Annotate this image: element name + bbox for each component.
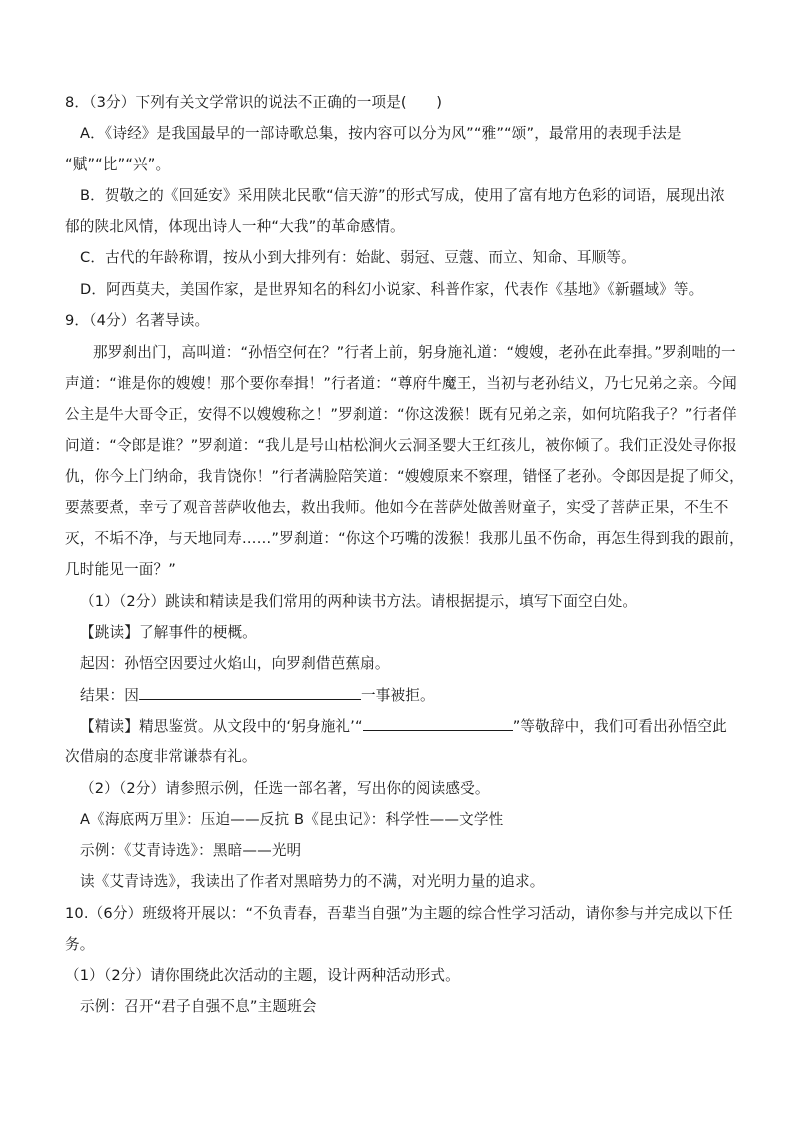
q9-sub1-stem [80,592,637,612]
q10-sub1-text: （1）（2分）请你围绕此次活动的主题，设计两种活动形式。 [65,967,460,984]
passage-line-2 [65,374,737,394]
passage-line-1 [93,343,736,363]
q8-option-a-text: A．《诗经》是我国最早的一部诗歌总集，按内容可以分为风”“雅”“颂”，最常用的表现手法是 [80,125,682,142]
result-suffix: 一事被拒。 [360,687,435,704]
close-read-text-cont: 次借扇的态度非常谦恭有礼。 [65,748,257,765]
passage-text-7: 灭，不垢不净，与天地同寿……”罗刹道：“你这个巧嘴的泼猴！我那儿虽不伤命，再怎生得到我的跟前， [65,530,744,547]
q9-stem [65,311,209,331]
q8-option-b-text-cont: 郁的陕北风情，体现出诗人一种“大我”的革命感情。 [65,218,405,235]
passage-line-4 [65,436,737,456]
q10-stem-text: 10.（6分）班级将开展以：“不负青春，吾辈当自强”为主题的综合性学习活动，请你参与并完成以下任 [65,905,733,922]
example-text: 示例：《艾青诗选》：黑暗——光明 [80,842,302,859]
passage-text-6: 要蒸要煮，幸亏了观音菩萨收他去，救出我师。他如今在菩萨处做善财童子，实受了菩萨正果，不生不 [65,499,729,516]
passage-text-8: 几时能见一面？” [65,561,176,578]
q10-stem-text-cont: 务。 [65,936,95,953]
q10-stem-line1 [65,904,733,924]
result-line [80,685,435,706]
q9-stem-text: 9．（4分）名著导读。 [65,312,210,329]
q8-option-d [80,280,703,300]
q9-sub1-text: （1）（2分）跳读和精读是我们常用的两种读书方法。请根据提示，填写下面空白处。 [80,593,638,610]
passage-text-5: 仇，你今上门纳命，我肯饶你！”行者满脸陪笑道：“嫂嫂原来不察理，错怪了老孙。令郎因是捉了师父， [65,468,744,485]
book-options [80,810,503,830]
close-read-line1 [80,716,727,737]
skim-heading [80,623,257,643]
q8-option-d-text: D．阿西莫夫，美国作家，是世界知名的科幻小说家、科普作家，代表作《基地》《新疆域》等。 [80,281,704,298]
close-read-line2 [65,747,257,767]
example-explanation-text: 读《艾青诗选》，我读出了作者对黑暗势力的不满，对光明力量的追求。 [80,873,545,890]
passage-text-3: 公主是牛大哥令正，安得不以嫂嫂称之！”罗刹道：“你这泼猴！既有兄弟之亲，如何坑陷我子？”行者佯 [65,406,737,423]
cause-text: 起因：孙悟空因要过火焰山，向罗刹借芭蕉扇。 [80,655,390,672]
close-read-prefix: 【精读】精思鉴赏。从文段中的‘躬身施礼’“ [80,718,363,735]
q8-stem-text: 8．（3分）下列有关文学常识的说法不正确的一项是( ) [65,94,443,111]
result-prefix: 结果：因 [80,687,139,704]
q9-sub2-stem [80,779,490,799]
q8-option-c-text: C．古代的年龄称谓，按从小到大排列有：始龀、弱冠、豆蔻、而立、知命、耳顺等。 [80,249,636,266]
passage-text-2: 声道：“谁是你的嫂嫂！那个要你奉揖！”行者道：“尊府牛魔王，当初与老孙结义，乃七兄弟之亲。今闻 [65,375,737,392]
passage-line-3 [65,405,737,425]
q8-option-a-line1 [80,124,682,144]
q10-example-text: 示例：召开“君子自强不息”主题班会 [80,998,317,1015]
q9-sub2-text: （2）（2分）请参照示例，任选一部名著，写出你的阅读感受。 [80,780,490,797]
q8-option-b-line2 [65,217,405,237]
passage-line-8 [65,560,176,580]
example-line [80,841,301,861]
example-explanation [80,872,545,892]
q8-option-b-text: B．贺敬之的《回延安》采用陕北民歌“信天游”的形式写成，使用了富有地方色彩的词语，展现出浓 [80,187,725,204]
passage-text-1: 那罗刹出门，高叫道：“孙悟空何在？”行者上前，躬身施礼道：“嫂嫂，老孙在此奉揖。”罗刹咄的一 [93,344,736,361]
skim-heading-text: 【跳读】了解事件的梗概。 [80,624,257,641]
q10-example [80,997,317,1017]
q10-stem-line2 [65,935,95,955]
passage-text-4: 问道：“令郎是谁？”罗刹道：“我儿是号山枯松涧火云洞圣婴大王红孩儿，被你倾了。我们正没处寻你报 [65,437,737,454]
close-read-suffix: ”等敬辞中，我们可看出孙悟空此 [512,718,727,735]
cause-line [80,654,390,674]
q8-option-a-line2 [65,155,170,175]
book-options-text: A《海底两万里》：压迫——反抗 B《昆虫记》：科学性——文学性 [80,811,504,828]
result-answer-blank[interactable] [139,685,361,700]
q8-option-c [80,248,636,268]
q8-option-a-text-cont: “赋”“比”“兴”。 [65,156,171,173]
passage-line-5 [65,467,744,487]
passage-line-6 [65,498,728,518]
q10-sub1-stem [65,966,460,986]
q8-stem [65,93,442,113]
q8-option-b-line1 [80,186,725,206]
honorific-answer-blank[interactable] [363,716,513,731]
passage-line-7 [65,529,744,549]
